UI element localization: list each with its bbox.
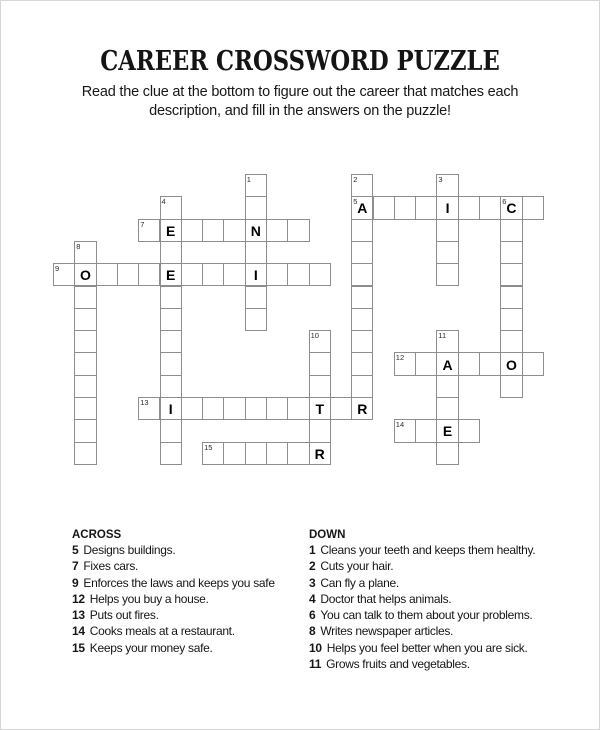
clue-item-text: Helps you feel better when you are sick.: [326, 640, 528, 655]
prefilled-letter: O: [80, 267, 91, 284]
cell-clue-number: 15: [204, 442, 213, 452]
grid-cell[interactable]: [351, 352, 373, 375]
clue-item: [309, 542, 577, 558]
clue-item: [72, 542, 300, 558]
clue-item: [309, 640, 577, 656]
clue-item: [72, 640, 300, 656]
grid-cell[interactable]: [74, 286, 96, 309]
clue-item: [72, 623, 300, 639]
clue-item: [72, 575, 300, 591]
grid-cell[interactable]: [351, 397, 373, 420]
down-heading: DOWN: [309, 529, 346, 541]
grid-cell[interactable]: [160, 442, 182, 465]
clue-item-text: Cuts your hair.: [320, 559, 394, 574]
prefilled-letter: R: [314, 445, 325, 462]
grid-cell[interactable]: [479, 196, 501, 219]
grid-cell[interactable]: [138, 219, 160, 242]
grid-cell[interactable]: [96, 263, 118, 286]
grid-cell[interactable]: [160, 196, 182, 219]
grid-cell[interactable]: [74, 263, 96, 286]
prefilled-letter: N: [250, 222, 261, 239]
instructions: [1, 83, 599, 120]
cell-clue-number: 3: [438, 175, 443, 184]
grid-cell[interactable]: [309, 330, 331, 353]
grid-cell[interactable]: [351, 263, 373, 286]
grid-cell[interactable]: [415, 352, 437, 375]
grid-cell[interactable]: [394, 196, 416, 219]
cell-clue-number: 12: [395, 353, 405, 363]
clue-item-number: 3: [309, 575, 316, 590]
clue-item-text: Puts out fires.: [89, 608, 159, 623]
grid-cell[interactable]: [479, 352, 501, 375]
down-clue-list: [309, 542, 577, 672]
prefilled-letter: A: [442, 356, 453, 373]
grid-cell[interactable]: [202, 219, 224, 242]
prefilled-letter: E: [165, 267, 176, 284]
clue-item-text: Fixes cars.: [83, 559, 139, 574]
clue-item-number: 6: [309, 608, 316, 623]
grid-cell[interactable]: [330, 397, 352, 420]
grid-cell[interactable]: [436, 442, 458, 465]
cell-clue-number: 7: [140, 219, 145, 229]
clue-item-number: 5: [72, 543, 79, 557]
grid-cell[interactable]: [245, 308, 267, 331]
prefilled-letter: I: [168, 401, 173, 418]
grid-cell[interactable]: [266, 442, 288, 465]
grid-cell[interactable]: [351, 196, 373, 219]
grid-cell[interactable]: [287, 263, 309, 286]
prefilled-letter: C: [506, 200, 517, 217]
grid-cell[interactable]: [202, 442, 224, 465]
cell-clue-number: 6: [502, 197, 507, 207]
grid-cell[interactable]: [351, 330, 373, 353]
grid-cell[interactable]: [309, 419, 331, 442]
grid-cell[interactable]: [74, 442, 96, 465]
clue-item: [309, 623, 577, 639]
grid-cell[interactable]: [522, 196, 544, 219]
grid-cell[interactable]: [500, 352, 522, 375]
grid-cell[interactable]: [160, 352, 182, 375]
grid-cell[interactable]: [245, 286, 267, 309]
grid-cell[interactable]: [436, 241, 458, 264]
grid-cell[interactable]: [394, 419, 416, 442]
grid-cell[interactable]: [202, 263, 224, 286]
grid-cell[interactable]: [223, 263, 245, 286]
grid-cell[interactable]: [500, 196, 522, 219]
grid-cell[interactable]: [500, 375, 522, 398]
clue-item-number: 14: [72, 624, 85, 639]
prefilled-letter: R: [357, 401, 368, 418]
clue-item-number: 9: [72, 575, 79, 590]
grid-cell[interactable]: [436, 263, 458, 286]
grid-cell[interactable]: [458, 196, 480, 219]
grid-cell[interactable]: [373, 196, 395, 219]
grid-cell[interactable]: [351, 241, 373, 264]
grid-cell[interactable]: [160, 219, 182, 242]
grid-cell[interactable]: [309, 442, 331, 465]
grid-cell[interactable]: [245, 174, 267, 197]
grid-cell[interactable]: [436, 174, 458, 197]
clue-item-text: Can fly a plane.: [320, 575, 399, 590]
grid-cell[interactable]: [223, 442, 245, 465]
grid-cell[interactable]: [351, 174, 373, 197]
grid-cell[interactable]: [160, 397, 182, 420]
grid-cell[interactable]: [309, 397, 331, 420]
grid-cell[interactable]: [181, 263, 203, 286]
clue-item: [309, 656, 577, 672]
cell-clue-number: 1: [246, 175, 251, 184]
grid-cell[interactable]: [74, 352, 96, 375]
grid-cell[interactable]: [160, 263, 182, 286]
clue-item-text: Cooks meals at a restaurant.: [89, 624, 235, 639]
grid-cell[interactable]: [500, 241, 522, 264]
grid-cell[interactable]: [436, 419, 458, 442]
grid-cell[interactable]: [181, 219, 203, 242]
grid-cell[interactable]: [160, 330, 182, 353]
grid-cell[interactable]: [138, 263, 160, 286]
cell-clue-number: 10: [310, 331, 319, 341]
grid-cell[interactable]: [500, 308, 522, 331]
prefilled-letter: A: [357, 200, 368, 217]
across-clues: [72, 528, 300, 656]
grid-cell[interactable]: [74, 241, 96, 264]
grid-cell[interactable]: [351, 308, 373, 331]
grid-cell[interactable]: [202, 397, 224, 420]
grid-cell[interactable]: [117, 263, 139, 286]
prefilled-letter: I: [253, 267, 258, 284]
prefilled-letter: I: [445, 200, 450, 217]
prefilled-letter: E: [165, 222, 176, 239]
clue-item-number: 4: [309, 591, 316, 606]
clue-item-number: 8: [309, 624, 316, 639]
grid-cell[interactable]: [160, 286, 182, 309]
prefilled-letter: O: [506, 356, 517, 373]
clue-item: [309, 558, 577, 574]
grid-cell[interactable]: [415, 419, 437, 442]
cell-clue-number: 2: [353, 175, 358, 184]
instructions-line2: description, and fill in the answers on the puzzle!: [149, 102, 451, 119]
grid-cell[interactable]: [500, 219, 522, 242]
clue-item-number: 15: [72, 640, 85, 655]
grid-cell[interactable]: [160, 241, 182, 264]
clue-item-text: Doctor that helps animals.: [320, 591, 452, 606]
grid-cell[interactable]: [160, 375, 182, 398]
clue-item-number: 11: [309, 657, 322, 672]
grid-cell[interactable]: [351, 219, 373, 242]
page-title: CAREER CROSSWORD PUZZLE: [100, 46, 500, 77]
cell-clue-number: 11: [438, 331, 447, 341]
clue-item-text: You can talk to them about your problems.: [320, 608, 533, 623]
clue-item-text: Keeps your money safe.: [89, 640, 213, 655]
grid-cell[interactable]: [309, 263, 331, 286]
grid-cell[interactable]: [500, 263, 522, 286]
grid-cell[interactable]: [74, 308, 96, 331]
grid-cell[interactable]: [160, 419, 182, 442]
grid-cell[interactable]: [287, 442, 309, 465]
grid-cell[interactable]: [160, 308, 182, 331]
clue-item-text: Cleans your teeth and keeps them healthy.: [320, 543, 536, 557]
grid-cell[interactable]: [245, 196, 267, 219]
clue-item-number: 1: [309, 543, 316, 557]
clue-item: [72, 558, 300, 574]
cell-clue-number: 8: [76, 241, 81, 251]
grid-cell[interactable]: [266, 219, 288, 242]
cell-clue-number: 9: [55, 264, 60, 274]
grid-cell[interactable]: [500, 330, 522, 353]
clue-item-text: Enforces the laws and keeps you safe: [83, 575, 275, 590]
grid-cell[interactable]: [245, 263, 267, 286]
grid-cell[interactable]: [436, 397, 458, 420]
grid-cell[interactable]: [138, 397, 160, 420]
grid-cell[interactable]: [309, 352, 331, 375]
clue-item-number: 10: [309, 640, 322, 655]
grid-cell[interactable]: [181, 397, 203, 420]
grid-cell[interactable]: [53, 263, 75, 286]
cell-clue-number: 4: [161, 197, 166, 207]
clue-item-text: Writes newspaper articles.: [320, 624, 454, 639]
grid-cell[interactable]: [74, 419, 96, 442]
clue-item: [309, 575, 577, 591]
grid-cell[interactable]: [223, 397, 245, 420]
clue-item-text: Grows fruits and vegetables.: [326, 657, 470, 672]
grid-cell[interactable]: [309, 375, 331, 398]
prefilled-letter: T: [315, 401, 325, 418]
grid-cell[interactable]: [436, 196, 458, 219]
grid-cell[interactable]: [436, 219, 458, 242]
down-clues: [309, 528, 577, 672]
grid-cell[interactable]: [287, 219, 309, 242]
grid-cell[interactable]: [266, 397, 288, 420]
grid-cell[interactable]: [394, 352, 416, 375]
grid-cell[interactable]: [351, 286, 373, 309]
clue-item: [72, 591, 300, 607]
grid-cell[interactable]: [436, 352, 458, 375]
clue-item-number: 12: [72, 591, 85, 606]
clue-item: [72, 607, 300, 623]
grid-cell[interactable]: [74, 330, 96, 353]
across-heading: ACROSS: [72, 529, 122, 541]
grid-cell[interactable]: [458, 419, 480, 442]
clue-item-number: 7: [72, 559, 79, 574]
grid-cell[interactable]: [74, 375, 96, 398]
cell-clue-number: 5: [353, 197, 358, 207]
clue-item-number: 13: [72, 608, 85, 623]
cell-clue-number: 13: [140, 398, 149, 407]
grid-cell[interactable]: [245, 397, 267, 420]
clue-item: [309, 607, 577, 623]
grid-cell[interactable]: [500, 286, 522, 309]
grid-cell[interactable]: [287, 397, 309, 420]
cell-clue-number: 14: [395, 420, 405, 430]
clue-item-number: 2: [309, 559, 316, 574]
grid-cell[interactable]: [415, 196, 437, 219]
grid-cell[interactable]: [223, 219, 245, 242]
grid-cell[interactable]: [351, 375, 373, 398]
clue-item-text: Helps you buy a house.: [89, 591, 209, 606]
prefilled-letter: E: [442, 423, 453, 440]
grid-cell[interactable]: [74, 397, 96, 420]
instructions-line1: Read the clue at the bottom to figure out the career that matches each: [81, 84, 519, 100]
grid-cell[interactable]: [266, 263, 288, 286]
grid-cell[interactable]: [436, 375, 458, 398]
grid-cell[interactable]: [458, 352, 480, 375]
grid-cell[interactable]: [522, 352, 544, 375]
clue-item-text: Designs buildings.: [83, 543, 176, 557]
grid-cell[interactable]: [245, 219, 267, 242]
grid-cell[interactable]: [245, 442, 267, 465]
grid-cell[interactable]: [436, 330, 458, 353]
grid-cell[interactable]: [245, 241, 267, 264]
clue-item: [309, 591, 577, 607]
across-clue-list: [72, 542, 300, 656]
